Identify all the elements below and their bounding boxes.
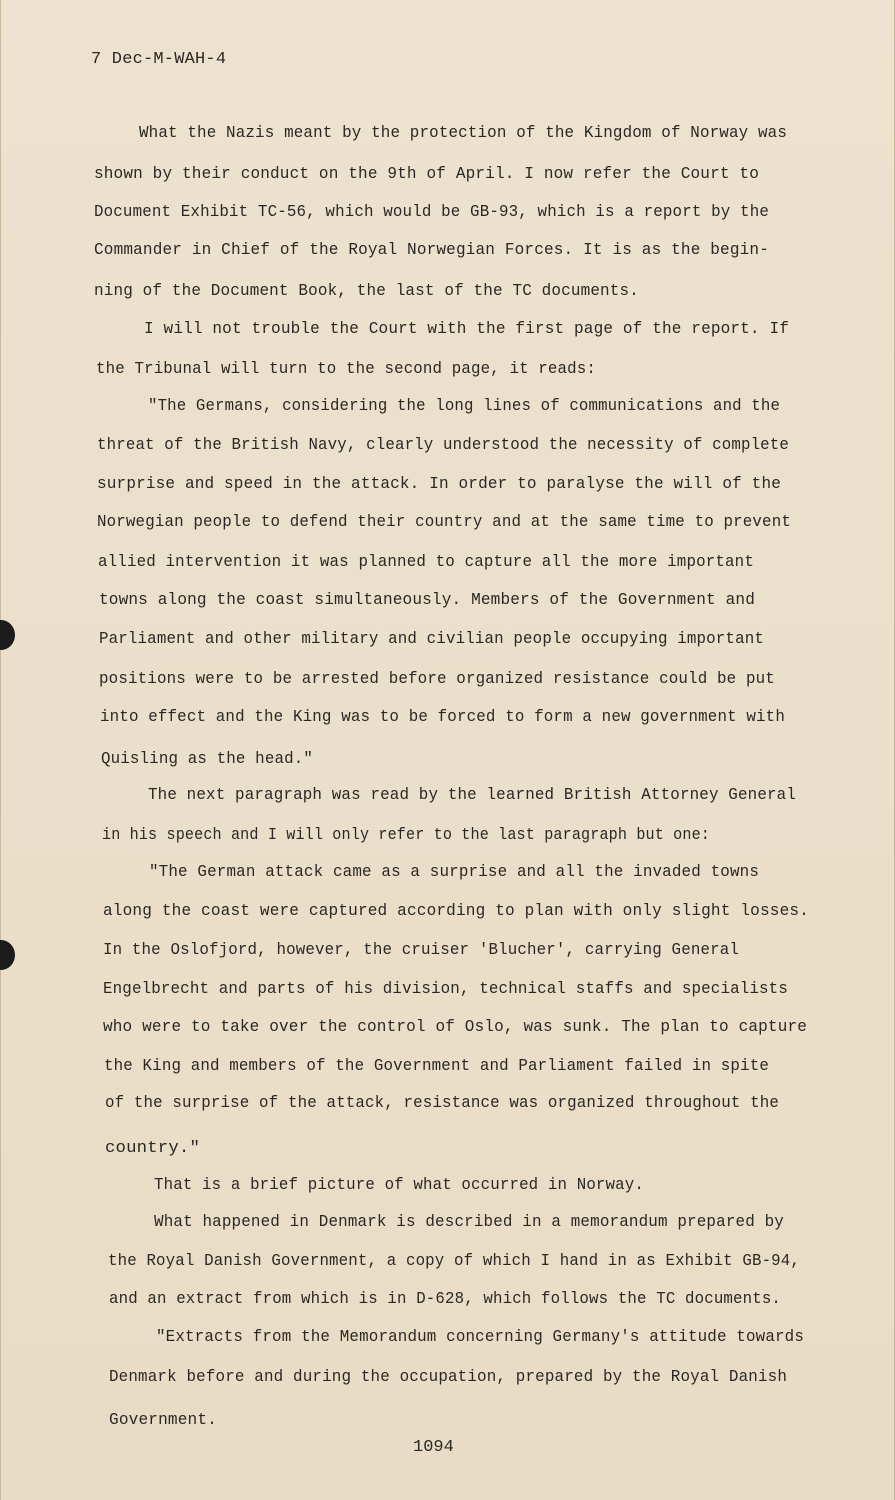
- text-line: Engelbrecht and parts of his division, technical staffs and specialists: [103, 979, 788, 998]
- text-line: Government.: [109, 1410, 218, 1429]
- text-line: Norwegian people to defend their country and at the same time to prevent: [97, 512, 791, 531]
- text-line: "Extracts from the Memorandum concerning Germany's attitude towards: [156, 1327, 805, 1346]
- punch-hole: [0, 940, 15, 970]
- text-line: the Royal Danish Government, a copy of which I hand in as Exhibit GB-94,: [108, 1251, 801, 1270]
- text-line: ning of the Document Book, the last of the TC documents.: [94, 281, 639, 300]
- punch-hole: [0, 620, 15, 650]
- text-line: who were to take over the control of Oslo, was sunk. The plan to capture: [103, 1017, 808, 1036]
- text-line: Parliament and other military and civilian people occupying important: [99, 629, 764, 648]
- text-line: shown by their conduct on the 9th of April. I now refer the Court to: [94, 164, 759, 183]
- text-line: surprise and speed in the attack. In order to paralyse the will of the: [97, 474, 781, 493]
- text-line: country.": [105, 1138, 201, 1157]
- text-line: Quisling as the head.": [101, 749, 314, 768]
- text-line: into effect and the King was to be forced to form a new government with: [100, 707, 785, 726]
- text-line: threat of the British Navy, clearly understood the necessity of complete: [97, 435, 790, 454]
- text-line: and an extract from which is in D-628, which follows the TC documents.: [109, 1289, 782, 1308]
- text-line: along the coast were captured according to plan with only slight losses.: [103, 901, 809, 920]
- document-reference: 7 Dec-M-WAH-4: [91, 50, 227, 69]
- text-line: allied intervention it was planned to capture all the more important: [98, 552, 754, 571]
- text-line: What the Nazis meant by the protection of the Kingdom of Norway was: [139, 123, 788, 142]
- text-line: of the surprise of the attack, resistance was organized throughout the: [105, 1093, 780, 1112]
- text-line: Commander in Chief of the Royal Norwegian Forces. It is as the begin-: [94, 240, 769, 259]
- text-line: What happened in Denmark is described in a memorandum prepared by: [154, 1212, 784, 1231]
- text-line: That is a brief picture of what occurred in Norway.: [154, 1175, 644, 1194]
- text-line: Document Exhibit TC-56, which would be GB-93, which is a report by the: [94, 202, 769, 221]
- text-line: I will not trouble the Court with the first page of the report. If: [144, 319, 790, 338]
- text-line: "The Germans, considering the long lines of communications and the: [148, 396, 781, 415]
- text-line: the Tribunal will turn to the second page, it reads:: [96, 359, 597, 378]
- text-line: In the Oslofjord, however, the cruiser 'Blucher', carrying General: [103, 940, 740, 959]
- page-number: 1094: [413, 1438, 454, 1457]
- text-line: towns along the coast simultaneously. Members of the Government and: [99, 590, 756, 609]
- text-line: in his speech and I will only refer to the last paragraph but one:: [102, 825, 711, 844]
- text-line: Denmark before and during the occupation, prepared by the Royal Danish: [109, 1367, 788, 1386]
- text-line: positions were to be arrested before organized resistance could be put: [99, 669, 775, 688]
- text-line: "The German attack came as a surprise and all the invaded towns: [149, 862, 760, 881]
- text-line: the King and members of the Government and Parliament failed in spite: [104, 1056, 769, 1075]
- text-line: The next paragraph was read by the learned British Attorney General: [148, 785, 797, 804]
